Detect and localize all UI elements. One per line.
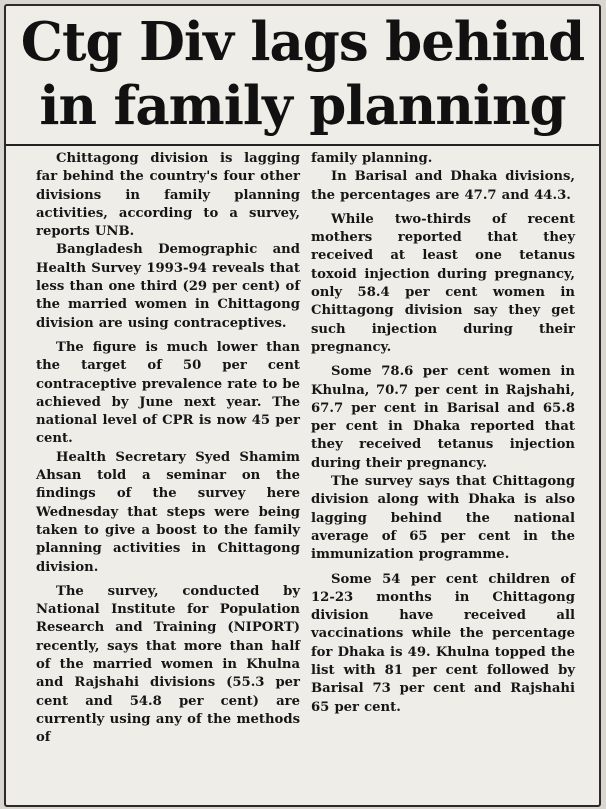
headline-line-2: in family planning	[39, 75, 566, 137]
paragraph: The survey, conducted by National Institute for Population Research and Training (NIPORT) recently, says that more than half of the married women in Khulna and Rajshahi divisions (55.3 per cent and 54.8 per cent) are currently using any of the methods of	[36, 583, 300, 746]
paragraph: Chittagong division is lagging far behind the country's four other divisions in family planning activities, according to a survey, reports UNB.	[36, 151, 300, 240]
left-column	[36, 150, 300, 748]
paragraph: While two-thirds of recent mothers reported that they received at least one tetanus toxoid injection during pregnancy, only 58.4 per cent women in Chittagong division say they get such injection during their pregnancy.	[311, 211, 575, 355]
paragraph: Some 78.6 per cent women in Khulna, 70.7 per cent in Rajshahi, 67.7 per cent in Barisal and 65.8 per cent in Dhaka reported that they received tetanus injection during their pregnancy.	[311, 364, 575, 471]
article-body	[36, 150, 575, 748]
paragraph: family planning.	[311, 151, 433, 166]
paragraph: The figure is much lower than the target of 50 per cent contraceptive prevalence rate to be achieved by June next year. The national level of CPR is now 45 per cent.	[36, 339, 300, 447]
paragraph: Bangladesh Demographic and Health Survey 1993-94 reveals that less than one third (29 per cent) of the married women in Chittagong division are using contraceptives.	[36, 242, 300, 331]
paragraph: Some 54 per cent children of 12-23 months in Chittagong division have received all vaccinations while the percentage for Dhaka is 49. Khulna topped the list with 81 per cent followed by Barisal 73 per cent and Rajshahi 65 per cent.	[311, 571, 575, 715]
paragraph: Health Secretary Syed Shamim Ahsan told a seminar on the findings of the survey here Wednesday that steps were being taken to give a boost to the family planning activities in Chittagong division.	[36, 449, 300, 575]
newspaper-clipping	[4, 4, 601, 807]
headline-line-1: Ctg Div lags behind	[20, 11, 585, 73]
right-column	[311, 150, 575, 748]
paragraph: The survey says that Chittagong division along with Dhaka is also lagging behind the national average of 65 per cent in the immunization programme.	[311, 474, 575, 563]
paragraph: In Barisal and Dhaka divisions, the percentages are 47.7 and 44.3.	[311, 169, 575, 203]
headline	[6, 10, 599, 138]
headline-rule	[6, 144, 599, 146]
